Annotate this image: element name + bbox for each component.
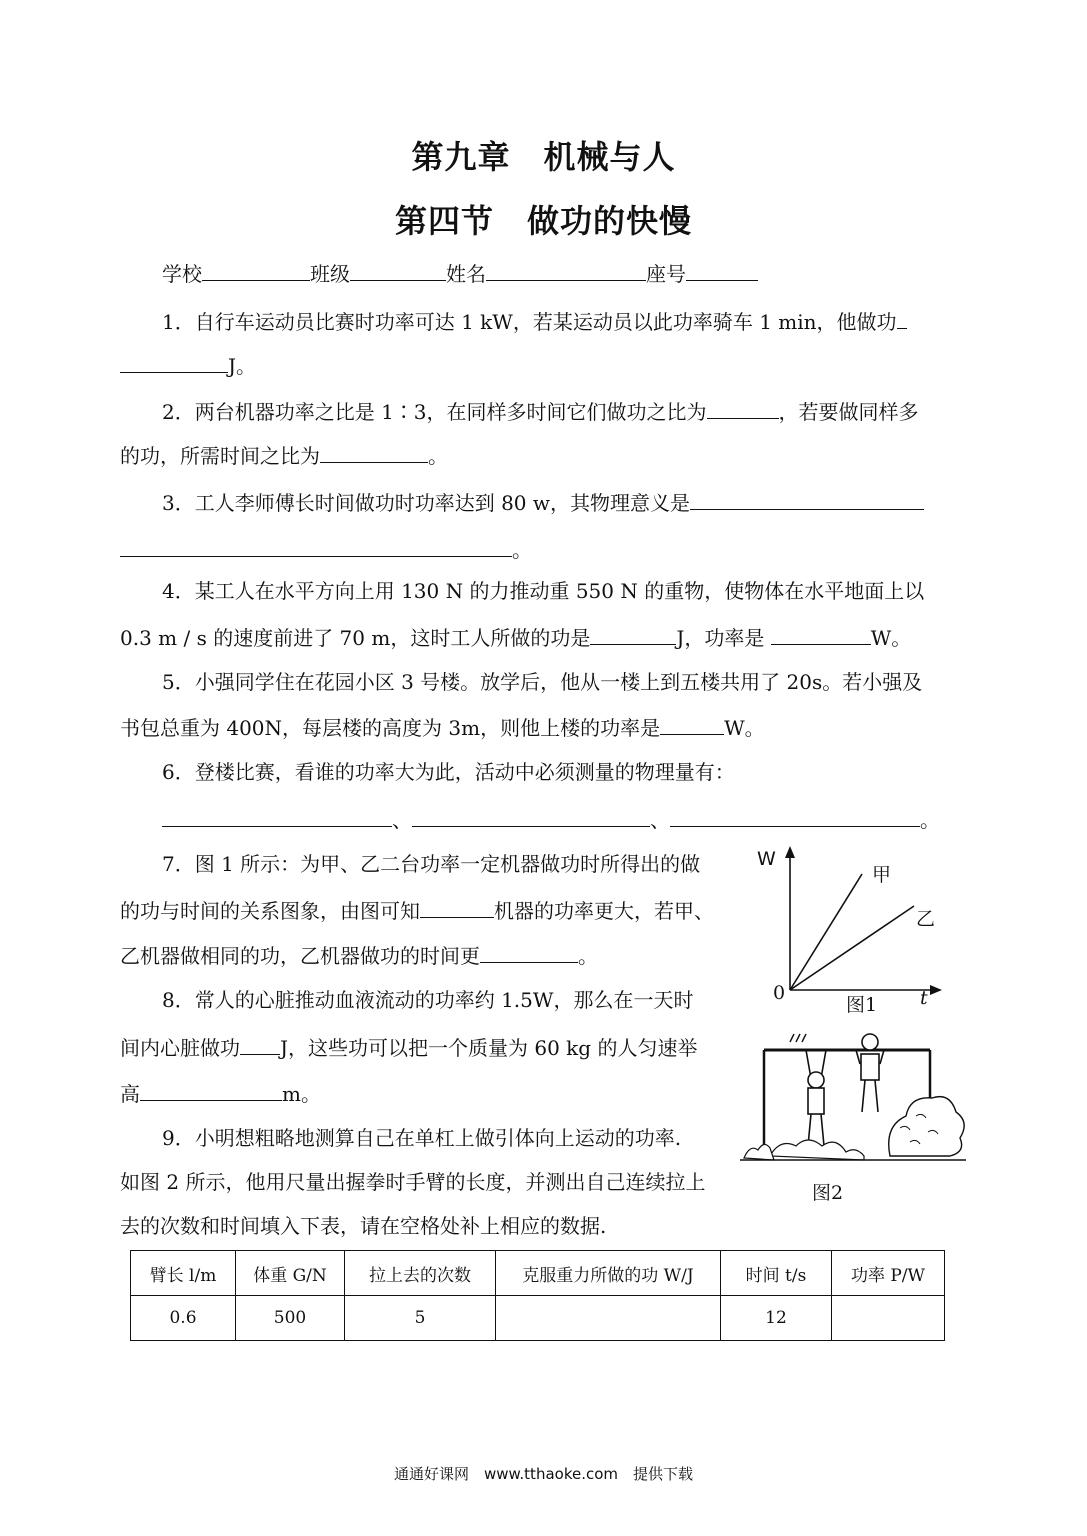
q9-text-c: 去的次数和时间填入下表，请在空格处补上相应的数据.: [120, 1214, 607, 1238]
q6-blank-1[interactable]: [162, 804, 392, 827]
header-cell: 时间 t/s: [721, 1251, 832, 1296]
fig1-origin: 0: [773, 982, 786, 1004]
class-label: 班级: [310, 262, 350, 286]
x-axis-arrow-icon: [930, 985, 942, 995]
fig1-caption: 图1: [846, 994, 878, 1016]
q8-text-c: J，这些功可以把一个质量为 60 kg 的人匀速举: [280, 1036, 698, 1060]
q8-line-3: [120, 1078, 321, 1108]
person-pulled-up-icon: [856, 1034, 884, 1112]
school-blank[interactable]: [202, 258, 310, 281]
q5-text-a: 5．小强同学住在花园小区 3 号楼。放学后，他从一楼上到五楼共用了 20s。若小强及: [162, 670, 923, 694]
table-cell: 12: [721, 1296, 832, 1341]
q7-line-1: [162, 850, 700, 878]
q8-text-b: 间内心脏做功: [120, 1036, 240, 1060]
q3-text: 3．工人李师傅长时间做功时功率达到 80 w，其物理意义是: [162, 491, 691, 515]
school-label: 学校: [162, 262, 202, 286]
q4-text-d: W。: [870, 626, 912, 650]
q5-line-1: [162, 668, 922, 696]
ground-shrub-icon: [770, 1140, 864, 1160]
q3-blank-1[interactable]: [690, 487, 924, 510]
header-cell: 功率 P/W: [832, 1251, 945, 1296]
y-axis-arrow-icon: [785, 846, 795, 858]
q8-blank-2[interactable]: [140, 1078, 282, 1101]
q5-blank[interactable]: [660, 712, 724, 735]
header-cell: 克服重力所做的功 W/J: [496, 1251, 721, 1296]
table-cell: 0.6: [131, 1296, 236, 1341]
section-title: 第四节 做功的快慢: [394, 202, 692, 240]
q6-blank-3[interactable]: [670, 804, 920, 827]
q6-line-1: [162, 758, 735, 786]
q8-blank-1[interactable]: [240, 1032, 280, 1055]
bush-icon: [889, 1097, 964, 1156]
q9-line-1: [162, 1124, 681, 1152]
q8-line-1: [162, 986, 693, 1014]
line-yi: [790, 906, 914, 990]
q3-blank-2[interactable]: [120, 534, 512, 557]
q6-sep-2: 、: [650, 808, 670, 832]
q9-line-2: [120, 1168, 705, 1196]
q4-text-b: 0.3 m / s 的速度前进了 70 m，这时工人所做的功是: [120, 626, 591, 650]
q2-text-c: 的功，所需时间之比为: [120, 444, 320, 468]
q5-line-2: [120, 712, 765, 742]
person-hanging-icon: [806, 1050, 826, 1146]
name-blank[interactable]: [486, 258, 646, 281]
q5-text-c: W。: [724, 716, 765, 740]
power-answer-cell[interactable]: [832, 1296, 945, 1341]
q4-blank-work[interactable]: [590, 622, 676, 645]
q7-text-e: 。: [578, 944, 598, 968]
q1-blank-start: [897, 306, 907, 329]
q5-text-b: 书包总重为 400N，每层楼的高度为 3m，则他上楼的功率是: [120, 716, 661, 740]
header-cell: 拉上去的次数: [345, 1251, 496, 1296]
q2-text-d: 。: [428, 444, 448, 468]
q9-text-b: 如图 2 所示，他用尺量出握拳时手臂的长度，并测出自己连续拉上: [120, 1170, 706, 1194]
name-label: 姓名: [446, 262, 486, 286]
table-cell: 5: [345, 1296, 496, 1341]
q8-line-2: [120, 1032, 697, 1062]
fig1-line-jia-label: 甲: [872, 864, 892, 886]
q7-blank-2[interactable]: [480, 940, 578, 963]
q2-line-2: [120, 440, 448, 470]
header-cell: 臂长 l/m: [131, 1251, 236, 1296]
work-answer-cell[interactable]: [496, 1296, 721, 1341]
header-cell: 体重 G/N: [236, 1251, 345, 1296]
q9-line-3: [120, 1212, 606, 1240]
q6-end: 。: [920, 808, 940, 832]
q9-text-a: 9．小明想粗略地测算自己在单杠上做引体向上运动的功率.: [162, 1126, 682, 1150]
q2-blank-1[interactable]: [707, 396, 779, 419]
q1-text: 1．自行车运动员比赛时功率可达 1 kW，若某运动员以此功率骑车 1 min，他做功: [162, 310, 897, 334]
q7-blank-1[interactable]: [420, 895, 494, 918]
q4-blank-power[interactable]: [771, 622, 871, 645]
q3-end: 。: [512, 538, 532, 562]
fig1-y-label: W: [757, 848, 776, 870]
grass-left-icon: [744, 1144, 774, 1160]
q7-line-3: [120, 940, 598, 970]
q3-line-2: [120, 534, 532, 564]
q6-blank-2[interactable]: [412, 804, 650, 827]
q8-text-e: m。: [282, 1082, 321, 1106]
q4-line-2: [120, 622, 911, 652]
q4-text-a: 4．某工人在水平方向上用 130 N 的力推动重 550 N 的重物，使物体在水平地面上以: [162, 579, 925, 603]
q2-text-b: ，若要做同样多: [778, 400, 919, 424]
table-header-row: [131, 1251, 945, 1296]
q3-line-1: [162, 487, 924, 517]
fig2-caption: 图2: [812, 1182, 844, 1204]
q7-text-d: 乙机器做相同的功，乙机器做功的时间更: [120, 944, 480, 968]
q2-text-a: 2．两台机器功率之比是 1∶3，在同样多时间它们做功之比为: [162, 400, 707, 424]
q6-line-2: [162, 804, 940, 834]
q8-text-a: 8．常人的心脏推动血液流动的功率约 1.5W，那么在一天时: [162, 988, 694, 1012]
info-row: [162, 258, 758, 288]
chapter-title: 第九章 机械与人: [411, 138, 676, 176]
q1-line-2: [120, 350, 256, 380]
fig1-x-label: t: [920, 987, 928, 1009]
class-blank[interactable]: [350, 258, 446, 281]
q2-line-1: [162, 396, 919, 426]
q4-text-c: J，功率是: [676, 626, 765, 650]
motion-marks-icon: [790, 1034, 806, 1042]
seat-label: 座号: [646, 262, 686, 286]
q8-text-d: 高: [120, 1082, 140, 1106]
figure-2-illustration: [740, 1028, 968, 1178]
q7-line-2: [120, 895, 714, 925]
q2-blank-2[interactable]: [320, 440, 428, 463]
q1-end: J。: [228, 354, 257, 378]
q4-line-1: [162, 577, 924, 605]
q1-line-1: [162, 306, 907, 336]
fig1-line-yi-label: 乙: [916, 908, 936, 930]
q6-sep-1: 、: [392, 808, 412, 832]
line-jia: [790, 874, 862, 990]
q7-text-c: 机器的功率更大，若甲、: [494, 899, 714, 923]
seat-blank[interactable]: [686, 258, 758, 281]
q6-text: 6．登楼比赛，看谁的功率大为此，活动中必须测量的物理量有：: [162, 760, 735, 784]
data-table: [130, 1250, 945, 1341]
q7-text-b: 的功与时间的关系图象，由图可知: [120, 899, 420, 923]
footer-text: 通通好课网 www.tthaoke.com 提供下载: [393, 1465, 694, 1483]
table-cell: 500: [236, 1296, 345, 1341]
table-row: [131, 1296, 945, 1341]
q1-answer-blank[interactable]: [120, 350, 228, 373]
q7-text-a: 7．图 1 所示：为甲、乙二台功率一定机器做功时所得出的做: [162, 852, 701, 876]
